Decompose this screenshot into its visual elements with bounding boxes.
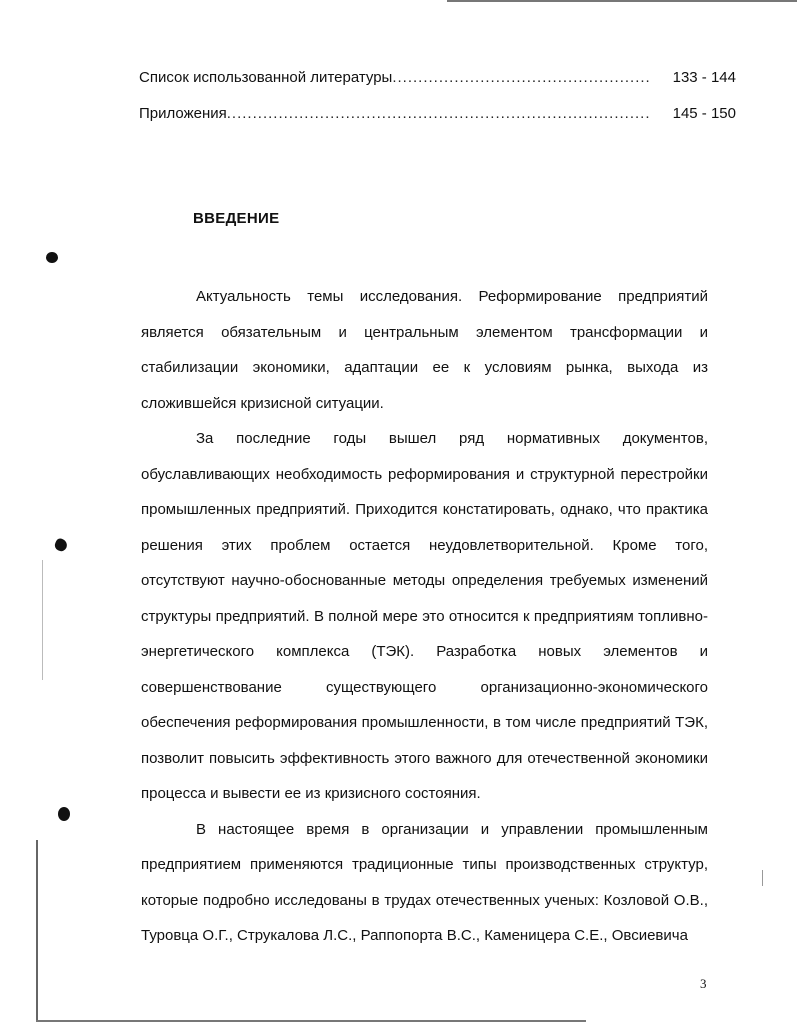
paragraph-1: Актуальность темы исследования. Реформирование предприятий является обязательным и центральным элементом трансформации и стабилизации экономики, адаптации ее к условиям рынка, выхода из сложившейся кризисной ситуации. bbox=[141, 288, 708, 412]
toc-leader-dots bbox=[227, 103, 650, 125]
toc-entry bbox=[139, 67, 736, 89]
scan-artifact-top-line bbox=[447, 0, 797, 2]
toc-leader-dots bbox=[392, 67, 650, 89]
scan-artifact-right-mark bbox=[762, 870, 763, 886]
toc-entry bbox=[139, 103, 736, 125]
page-number: 3 bbox=[700, 976, 707, 991]
toc-entry-pages: 145 - 150 bbox=[672, 105, 736, 122]
scan-artifact-left-edge-light bbox=[42, 560, 43, 680]
scan-blot-1 bbox=[46, 252, 58, 263]
scan-blot-2 bbox=[53, 537, 69, 553]
toc-entry-title: Приложения bbox=[139, 105, 227, 122]
section-heading: ВВЕДЕНИЕ bbox=[193, 210, 280, 227]
paragraph-2: За последние годы вышел ряд нормативных документов, обуславливающих необходимость реформирования и структурной перестройки промышленных предприятий. Приходится констатировать, однако, что практика решения этих проблем остается неудовлетворительной. Кроме того, отсутствуют научно-обоснованные методы определения требуемых изменений структуры предприятий. В полной мере это относится к предприятиям топливно-энергетического комплекса (ТЭК). Разработка новых элементов и совершенствование существующего организационно-экономического обеспечения реформирования промышленности, в том числе предприятий ТЭК, позволит повысить эффективность этого важного для отечественной экономики процесса и вывести ее из кризисного состояния. bbox=[141, 430, 708, 802]
scan-blot-3 bbox=[58, 807, 70, 821]
toc-entry-title: Список использованной литературы bbox=[139, 69, 393, 86]
paragraph-3: В настоящее время в организации и управлении промышленным предприятием применяются традиционные типы производственных структур, которые подробно исследованы в трудах отечественных ученых: Козловой О.В., Туровца О.Г., Струкалова Л.С., Раппопорта В.С., Каменицера С.Е., Овсиевича bbox=[141, 820, 708, 944]
body-text bbox=[141, 279, 708, 954]
scan-artifact-bottom-edge bbox=[36, 1020, 586, 1022]
scan-artifact-left-edge bbox=[36, 840, 38, 1020]
toc-entry-pages: 133 - 144 bbox=[672, 69, 736, 86]
